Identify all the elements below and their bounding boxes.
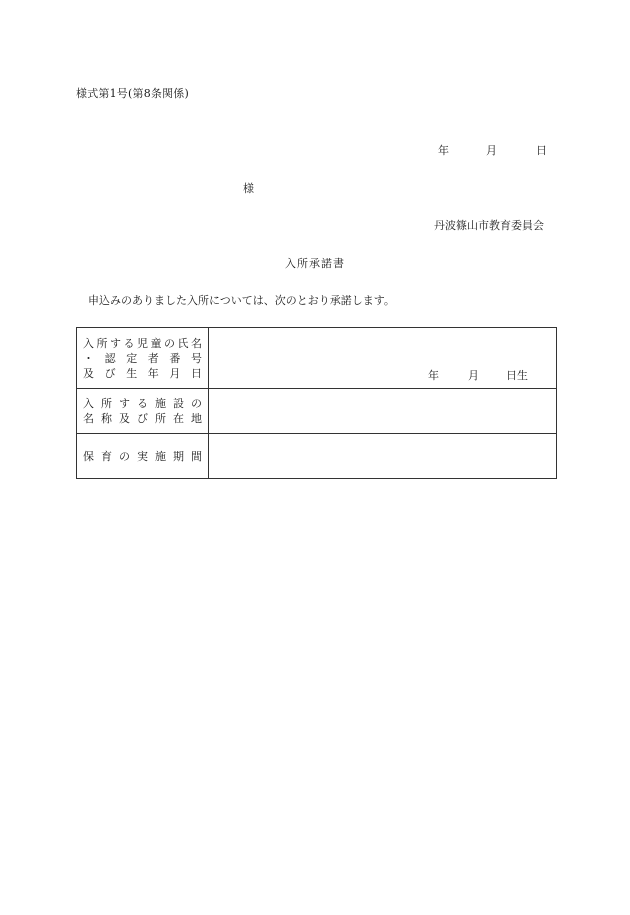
label-care-period <box>77 434 209 479</box>
document-title: 入所承諾書 <box>285 257 345 270</box>
label-line <box>77 366 208 381</box>
label-char: 生 <box>126 366 138 380</box>
label-char: 施 <box>155 397 166 410</box>
label-char: 定 <box>126 351 138 365</box>
label-char: 入 <box>83 336 94 350</box>
label-char: 児 <box>137 336 148 350</box>
label-char: 番 <box>169 351 181 365</box>
birth-date <box>428 367 528 383</box>
label-char: ・ <box>83 351 94 365</box>
label-line <box>77 336 208 351</box>
label-char: 号 <box>190 351 202 365</box>
label-char: 設 <box>173 397 184 410</box>
issue-date <box>438 142 548 158</box>
value-facility <box>209 389 557 434</box>
label-char: 称 <box>101 412 112 425</box>
label-char: 育 <box>101 449 112 463</box>
label-char: の <box>191 397 202 410</box>
label-line <box>77 449 208 464</box>
addressee-suffix: 様 <box>243 182 254 195</box>
body-text: 申込みのありました入所については、次のとおり承諾します。 <box>88 294 395 307</box>
label-child-info <box>77 328 209 389</box>
label-char: 氏 <box>177 336 189 350</box>
label-char: 名 <box>83 412 94 425</box>
label-line <box>77 351 208 366</box>
label-char: 施 <box>155 449 166 463</box>
label-char: び <box>104 366 116 380</box>
label-char: る <box>137 397 148 410</box>
birth-month-label: 月 <box>468 369 479 382</box>
label-char: び <box>137 412 148 425</box>
date-month-label: 月 <box>486 144 497 157</box>
label-char: の <box>164 336 175 350</box>
label-char: 年 <box>147 366 159 380</box>
label-char: 所 <box>155 412 166 425</box>
table-row-child-info <box>77 328 557 389</box>
birth-day-label: 日生 <box>506 369 528 382</box>
label-char: 及 <box>119 412 130 425</box>
label-char: る <box>123 336 135 350</box>
label-char: 実 <box>137 449 148 463</box>
label-char: 及 <box>83 366 94 380</box>
label-char: 認 <box>104 351 116 365</box>
label-line <box>77 411 208 426</box>
label-char: 期 <box>173 449 184 463</box>
label-char: 月 <box>169 366 181 380</box>
label-char: す <box>119 397 130 410</box>
issuer-name: 丹波篠山市教育委員会 <box>434 219 544 232</box>
birth-year-label: 年 <box>428 369 439 382</box>
label-char: 所 <box>101 397 112 410</box>
value-child-info <box>209 328 557 389</box>
label-char: 地 <box>191 412 202 425</box>
label-char: 間 <box>191 449 202 463</box>
date-year-label: 年 <box>438 144 449 157</box>
value-care-period <box>209 434 557 479</box>
label-char: 名 <box>191 336 202 350</box>
label-char: の <box>119 449 130 463</box>
label-char: 者 <box>147 351 159 365</box>
approval-form-table <box>76 327 557 479</box>
date-day-label: 日 <box>536 144 547 157</box>
label-line <box>77 396 208 411</box>
form-number: 様式第1号(第8条関係) <box>76 87 189 100</box>
label-char: 日 <box>190 366 202 380</box>
label-char: 所 <box>96 336 108 350</box>
label-char: 入 <box>83 397 94 410</box>
label-char: す <box>110 336 121 350</box>
label-char: 在 <box>173 412 184 425</box>
label-char: 保 <box>83 449 94 463</box>
label-char: 童 <box>150 336 162 350</box>
table-row-facility <box>77 389 557 434</box>
label-facility <box>77 389 209 434</box>
table-row-care-period <box>77 434 557 479</box>
